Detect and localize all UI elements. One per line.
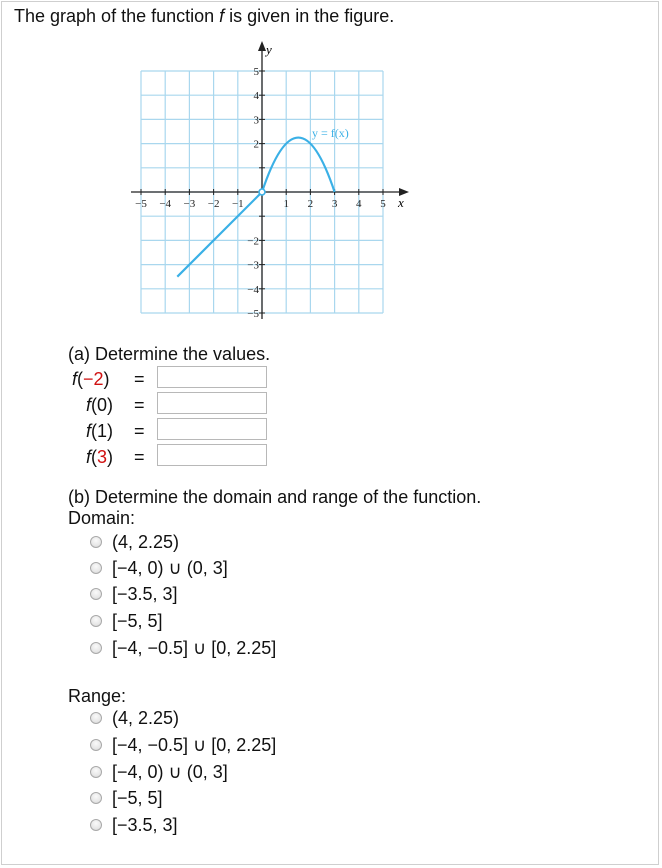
x-axis-label: x: [398, 195, 404, 210]
curve-label: y = f(x): [312, 126, 349, 140]
y-tick-label: −2: [247, 235, 259, 248]
answer-input-f-0[interactable]: [157, 392, 267, 414]
x-tick-label: 5: [380, 198, 386, 210]
domain-label: Domain:: [68, 508, 136, 528]
x-tick-label: 4: [356, 198, 362, 210]
radio-button[interactable]: [90, 792, 102, 804]
x-tick-label: 1: [283, 198, 289, 210]
part-a-heading: (a) Determine the values.: [68, 344, 271, 364]
x-tick-label: 2: [307, 198, 314, 210]
curve-segment: [262, 138, 335, 192]
x-tick-label: −1: [231, 198, 244, 210]
y-tick-label: 3: [253, 114, 259, 127]
y-axis-label: y: [266, 42, 272, 57]
y-tick-label: −5: [247, 308, 259, 320]
x-tick-label: −2: [207, 198, 220, 210]
radio-button[interactable]: [90, 615, 102, 627]
y-axis-arrow: [258, 41, 266, 51]
question-text: The graph of the function f is given in the figure.: [14, 6, 395, 26]
radio-button[interactable]: [90, 536, 102, 548]
radio-button[interactable]: [90, 588, 102, 600]
y-tick-label: 5: [253, 66, 259, 78]
x-tick-label: −5: [135, 198, 147, 210]
answer-input-f-1[interactable]: [157, 418, 267, 440]
radio-button[interactable]: [90, 766, 102, 778]
function-graph: [0, 0, 662, 330]
answer-input-f-neg2[interactable]: [157, 366, 267, 388]
y-tick-label: −3: [247, 259, 259, 272]
equals-sign: =: [134, 421, 145, 441]
x-tick-label: 3: [331, 198, 338, 210]
part-b-heading: (b) Determine the domain and range of the function.: [68, 487, 482, 507]
y-tick-label: −4: [247, 283, 259, 296]
radio-button[interactable]: [90, 562, 102, 574]
radio-button[interactable]: [90, 739, 102, 751]
y-tick-label: 2: [253, 138, 259, 151]
equals-sign: =: [134, 395, 145, 415]
radio-button[interactable]: [90, 819, 102, 831]
x-tick-label: −3: [183, 198, 196, 210]
equals-sign: =: [134, 369, 145, 389]
y-tick-label: 4: [253, 90, 259, 103]
equals-sign: =: [134, 447, 145, 467]
range-label: Range:: [68, 686, 127, 706]
radio-button[interactable]: [90, 712, 102, 724]
answer-input-f-3[interactable]: [157, 444, 267, 466]
open-point: [259, 189, 265, 195]
x-tick-label: −4: [159, 198, 172, 210]
graph-axes: [131, 41, 409, 319]
radio-button[interactable]: [90, 642, 102, 654]
